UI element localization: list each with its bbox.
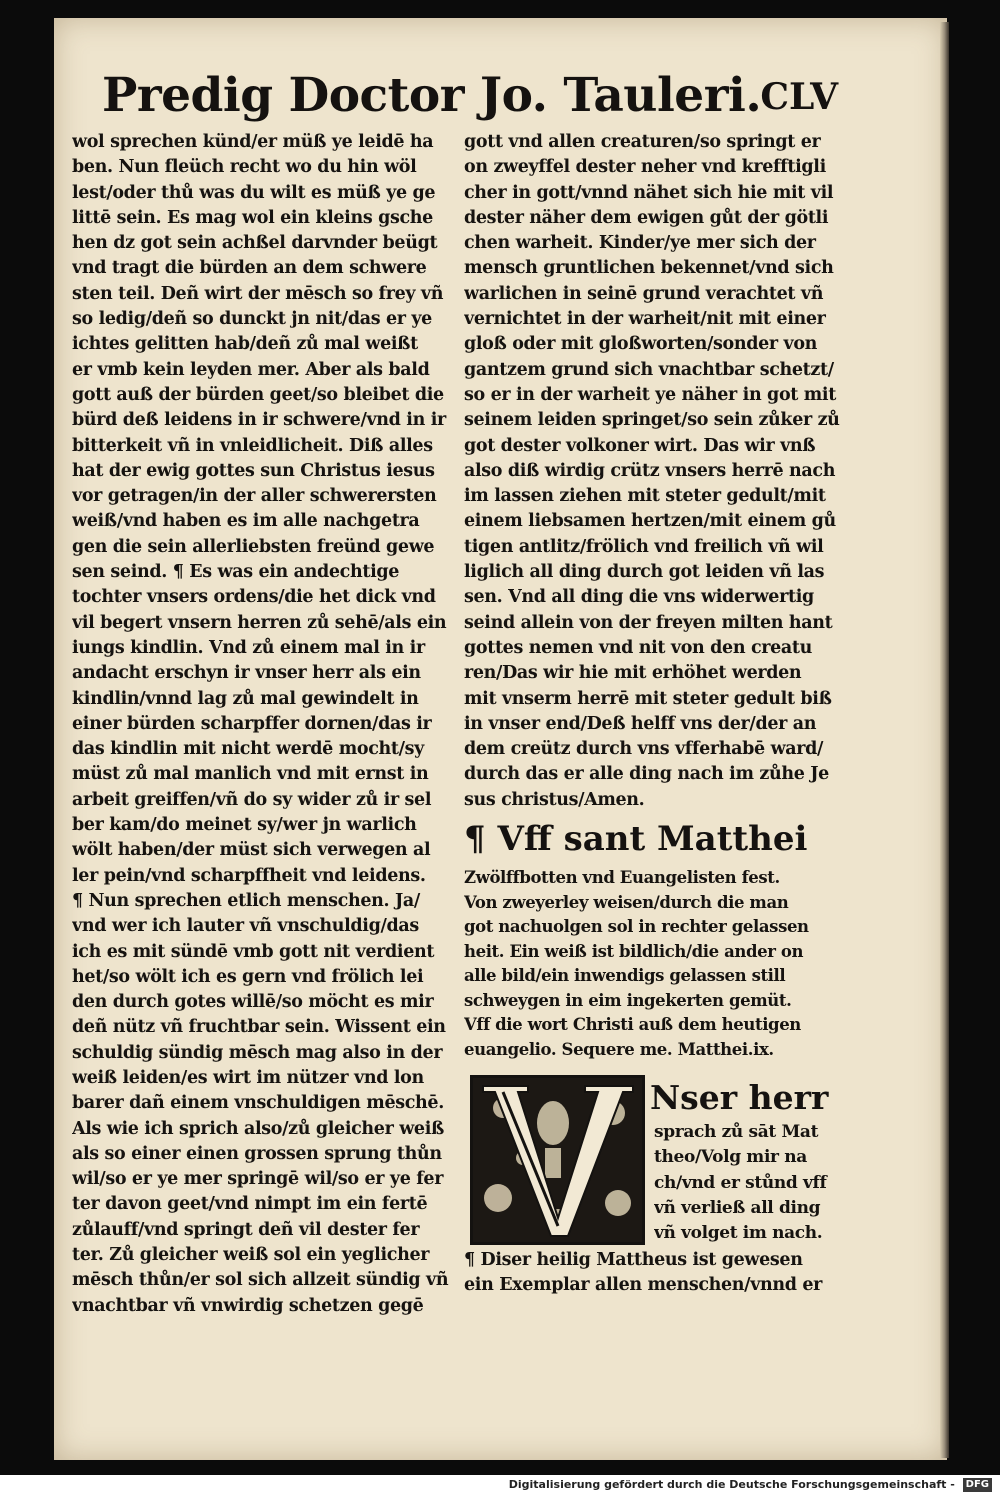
- text-line: also diß wirdig crütz vnsers herrē nach: [464, 460, 836, 481]
- text-line: sen. Vnd all ding die vns widerwertig: [464, 587, 814, 608]
- text-line: müst zů mal manlich vnd mit ernst in: [72, 764, 429, 785]
- text-line: vor getragen/in der aller schwerersten: [72, 486, 437, 507]
- text-line: vñ verließ all ding: [654, 1197, 821, 1218]
- rubric-line: heit. Ein weiß ist bildlich/die ander on: [464, 941, 804, 961]
- page-edge: [940, 22, 949, 1458]
- text-line: gantzem grund sich vnachtbar schetzt/: [464, 359, 834, 380]
- text-line: zůlauff/vnd springt deñ vil dester fer: [72, 1219, 420, 1240]
- text-line: littē sein. Es mag wol ein kleins gsche: [72, 207, 433, 228]
- rubric-line: got nachuolgen sol in rechter gelassen: [464, 917, 809, 936]
- text-line: ch/vnd er stůnd vff: [654, 1172, 827, 1193]
- text-line: ter davon geet/vnd nimpt im ein fertē: [72, 1194, 428, 1215]
- decorated-initial: [470, 1075, 645, 1245]
- text-line: wölt haben/der müst sich verwegen al: [72, 840, 431, 861]
- initial-ornament-icon: [473, 1078, 642, 1242]
- footer-text: Digitalisierung gefördert durch die Deutsche Forschungsgemeinschaft -: [508, 1478, 955, 1491]
- text-line: Als wie ich sprich also/zů gleicher weiß: [72, 1118, 444, 1139]
- text-line: mit vnserm herrē mit steter gedult biß: [464, 688, 832, 709]
- text-line: arbeit greiffen/vñ do sy wider zů ir sel: [72, 789, 432, 810]
- text-line: wil/so er ye mer springē wil/so er ye fer: [72, 1169, 444, 1190]
- text-line: kindlin/vnnd lag zů mal gewindelt in: [72, 688, 419, 709]
- text-line: deñ nütz vñ fruchtbar sein. Wissent ein: [72, 1017, 446, 1038]
- text-line: mensch gruntlichen bekennet/vnd sich: [464, 258, 834, 279]
- text-line: andacht erschyn ir vnser herr als ein: [72, 663, 421, 684]
- sermon-rubric: [464, 866, 842, 1062]
- text-line: hat der ewig gottes sun Christus iesus: [72, 460, 435, 481]
- text-line: so er in der warheit ye näher in got mit: [464, 384, 836, 405]
- rubric-line: Zwölffbotten vnd Euangelisten fest.: [464, 868, 780, 887]
- folio-number: CLV: [760, 76, 838, 118]
- text-beside-initial: [654, 1120, 844, 1246]
- text-line: chen warheit. Kinder/ye mer sich der: [464, 233, 816, 254]
- running-header: [102, 64, 842, 126]
- text-line: vnachtbar vñ vnwirdig schetzen gegē: [72, 1295, 424, 1316]
- text-line: bürd deß leidens in ir schwere/vnd in ir: [72, 410, 446, 431]
- text-below-initial: [464, 1248, 842, 1299]
- text-line: got dester volkoner wirt. Das wir vnß: [464, 435, 816, 456]
- rubric-line: alle bild/ein inwendigs gelassen still: [464, 966, 786, 985]
- text-line: schuldig sündig mēsch mag also in der: [72, 1042, 443, 1063]
- text-line: durch das er alle ding nach im zůhe Je: [464, 764, 829, 785]
- text-line: ich es mit sündē vmb gott nit verdient: [72, 941, 435, 962]
- text-line: sten teil. Deñ wirt der mēsch so frey vñ: [72, 283, 444, 304]
- text-line: gott auß der bürden geet/so bleibet die: [72, 384, 444, 405]
- text-line: ber kam/do meinet sy/wer jn warlich: [72, 815, 417, 836]
- text-line: wol sprechen künd/er müß ye leidē ha: [72, 132, 434, 152]
- footer-credit: [509, 1475, 992, 1495]
- text-line: vernichtet in der warheit/nit mit einer: [464, 309, 826, 330]
- text-line: als so einer einen grossen sprung thůn: [72, 1143, 442, 1164]
- text-line: hen dz got sein achßel darvnder beügt: [72, 233, 438, 254]
- text-line: einer bürden scharpffer dornen/das ir: [72, 713, 432, 734]
- text-line: tigen antlitz/frölich vnd freilich vñ wil: [464, 536, 824, 557]
- text-line: vñ volget im nach.: [654, 1223, 823, 1244]
- text-line: seinem leiden springet/so sein zůker zů: [464, 410, 840, 431]
- text-line: mēsch thůn/er sol sich allzeit sündig vñ: [72, 1270, 449, 1291]
- text-line: den durch gotes willē/so möcht es mir: [72, 992, 434, 1013]
- sermon-title: ¶ Vff sant Matthei: [464, 819, 808, 859]
- text-line: bitterkeit vñ in vnleidlicheit. Diß alles: [72, 435, 433, 456]
- text-line: so ledig/deñ so dunckt jn nit/das er ye: [72, 309, 432, 330]
- text-line: seind allein von der freyen milten hant: [464, 612, 833, 633]
- text-line: einem liebsamen hertzen/mit einem gů: [464, 511, 836, 532]
- text-line: weiß leiden/es wirt im nützer vnd lon: [72, 1067, 424, 1088]
- dfg-logo: DFG: [963, 1478, 992, 1492]
- text-line: vnd wer ich lauter vñ vnschuldig/das: [72, 916, 419, 937]
- rubric-line: Vff die wort Christi auß dem heutigen: [464, 1015, 801, 1034]
- text-line: gloß oder mit gloßworten/sonder von: [464, 334, 818, 355]
- sermon-heading-block: [464, 812, 842, 1062]
- text-line: sus christus/Amen.: [464, 789, 645, 810]
- text-line: ler pein/vnd scharpffheit vnd leidens.: [72, 865, 426, 886]
- text-line: dester näher dem ewigen gůt der götli: [464, 207, 829, 228]
- text-line: vil begert vnsern herren zů sehē/als ein: [72, 612, 447, 633]
- right-text-column: [464, 130, 842, 813]
- text-line: het/so wölt ich es gern vnd frölich lei: [72, 966, 424, 987]
- text-line: vnd tragt die bürden an dem schwere: [72, 258, 427, 279]
- text-line: theo/Volg mir na: [654, 1147, 807, 1168]
- text-line: tochter vnsers ordens/die het dick vnd: [72, 587, 436, 608]
- text-line: on zweyffel dester neher vnd krefftigli: [464, 157, 826, 178]
- text-line: liglich all ding durch got leiden vñ las: [464, 562, 825, 583]
- rubric-line: schweygen in eim ingekerten gemüt.: [464, 990, 792, 1010]
- text-line: weiß/vnd haben es im alle nachgetra: [72, 511, 420, 532]
- text-line: sen seind. ¶ Es was ein andechtige: [72, 562, 400, 583]
- initial-continuation: Nser herr: [650, 1078, 829, 1117]
- text-line: ¶ Nun sprechen etlich menschen. Ja/: [72, 890, 420, 911]
- text-line: er vmb kein leyden mer. Aber als bald: [72, 359, 430, 380]
- text-line: lest/oder thů was du wilt es müß ye ge: [72, 182, 436, 203]
- text-line: cher in gott/vnnd nähet sich hie mit vil: [464, 182, 834, 203]
- text-line: iungs kindlin. Vnd zů einem mal in ir: [72, 637, 425, 658]
- text-line: ter. Zů gleicher weiß sol ein yeglicher: [72, 1245, 430, 1266]
- text-line: gottes nemen vnd nit von den creatu: [464, 637, 812, 658]
- text-line: gott vnd allen creaturen/so springt er: [464, 132, 821, 152]
- rubric-line: Von zweyerley weisen/durch die man: [464, 892, 789, 912]
- text-line: dem creütz durch vns vfferhabē ward/: [464, 739, 824, 760]
- text-line: ein Exemplar allen menschen/vnnd er: [464, 1275, 823, 1296]
- text-line: in vnser end/Deß helff vns der/der an: [464, 713, 817, 734]
- text-line: im lassen ziehen mit steter gedult/mit: [464, 486, 826, 507]
- text-line: ichtes gelitten hab/deñ zů mal weißt: [72, 334, 418, 355]
- text-line: ¶ Diser heilig Mattheus ist gewesen: [464, 1250, 803, 1270]
- text-line: warlichen in seinē grund verachtet vñ: [464, 283, 824, 304]
- text-line: gen die sein allerliebsten freünd gewe: [72, 536, 435, 557]
- text-line: das kindlin mit nicht werdē mocht/sy: [72, 739, 424, 760]
- running-title: Predig Doctor Jo. Tauleri.: [102, 68, 762, 123]
- text-line: ben. Nun fleüch recht wo du hin wöl: [72, 157, 417, 178]
- left-text-column: [72, 130, 460, 1319]
- text-line: barer dañ einem vnschuldigen mēschē.: [72, 1093, 444, 1114]
- rubric-line: euangelio. Sequere me. Matthei.ix.: [464, 1039, 774, 1059]
- text-line: ren/Das wir hie mit erhöhet werden: [464, 663, 802, 684]
- text-line: sprach zů sāt Mat: [654, 1122, 819, 1142]
